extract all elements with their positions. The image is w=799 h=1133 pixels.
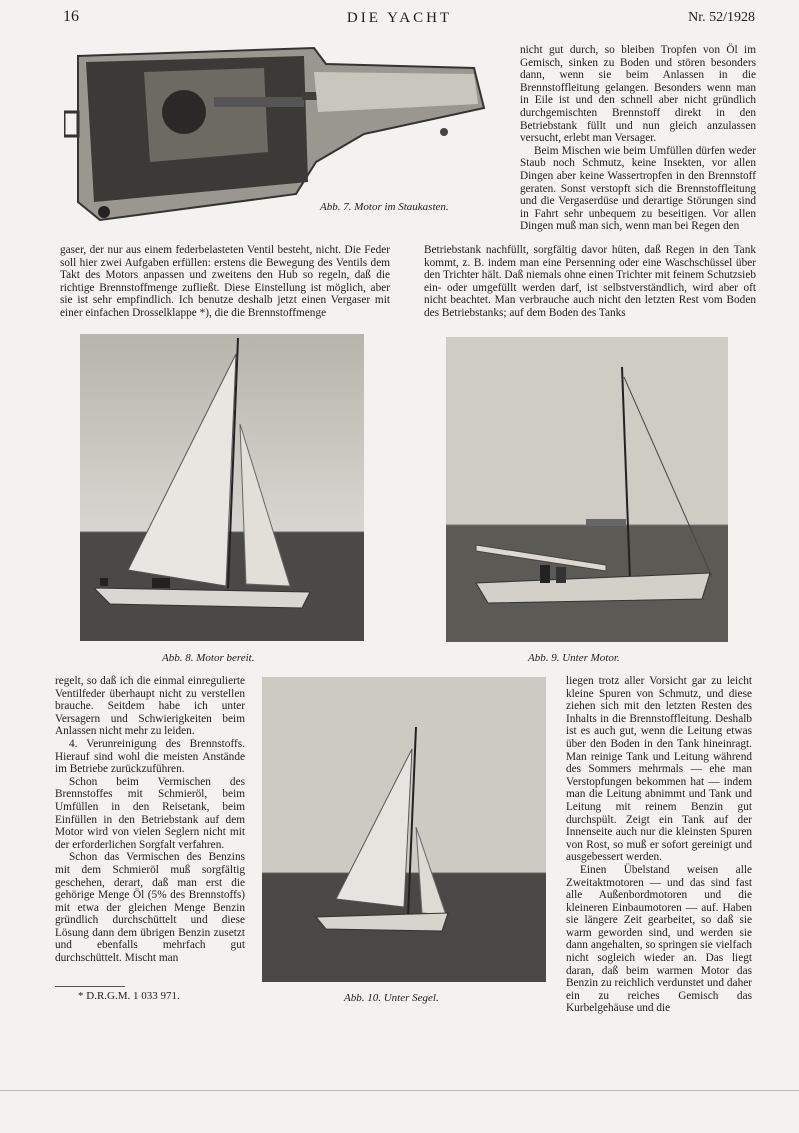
- footnote: * D.R.G.M. 1 033 971.: [78, 990, 180, 1002]
- paragraph: liegen trotz aller Vorsicht gar zu leicht kleine Spuren von Schmutz, und diese ziehen sich mit den letzten Resten des Inhalts in die Brennstoffleitung. Deshalb ist es auch gut, wenn die Leitung etwas über den Boden in den Tank hineinragt. Man reinige Tank und Leitung während des Sommers mehrmals — ehe man Verstopfungen bekommen hat — indem man die Leitung abnimmt und Tank und Leitung mit reinem Benzin gut durchspült. Zeigt ein Tank auf der Innenseite auch nur die kleinsten Spuren von Rost, so muß er sofort gereinigt und ausgebessert werden.: [566, 675, 752, 864]
- upper-right-continuation: [424, 244, 756, 320]
- figure-10-photo: [262, 677, 546, 982]
- journal-title: DIE YACHT: [346, 10, 453, 26]
- bottom-rule: [0, 1090, 799, 1091]
- issue-number: Nr. 52/1928: [688, 10, 755, 25]
- paragraph: Einen Übelstand weisen alle Zweitaktmotoren — und das sind fast alle Außenbordmotoren und die kleineren Einbaumotoren — auf. Haben sie längere Zeit gearbeitet, so daß sie warm geworden sind, und werden sie dann angehalten, so springen sie vielfach nicht sogleich wieder an. Das liegt daran, daß beim warmen Motor das Benzin zu reichlich verdunstet und daher ein zu reiches Gemisch das Kurbelgehäuse und die: [566, 863, 752, 1015]
- paragraph: Beim Mischen wie beim Umfüllen dürfen weder Staub noch Schmutz, keine Insekten, vor allen Dingen aber keine Wassertropfen in den Brennstoff geraten. Sonst verstopft sich die Brennstoffleitung und die Vergaserdüse und derartige Störungen sind in Fahrt sehr unbequem zu beseitigen. Vor allen Dingen muß man sich, wenn man bei Regen den: [520, 144, 756, 233]
- lower-right-column: [566, 675, 752, 1015]
- figure-9-caption: Abb. 9. Unter Motor.: [528, 652, 620, 664]
- paragraph: Schon das Vermischen des Benzins mit dem Schmieröl muß sorgfältig geschehen, derart, daß man erst die gehörige Menge Öl (5% des Brennstoffs) mit etwa der gleichen Menge Benzin gründlich durchschüttelt und diese Lösung dann dem übrigen Benzin zusetzt und ebenfalls mehrfach gut durchschüttelt. Mischt man: [55, 851, 245, 965]
- figure-8-photo: [80, 334, 364, 641]
- upper-left-column: [60, 244, 390, 320]
- figure-7-photo: [64, 42, 488, 224]
- paragraph: regelt, so daß ich die einmal einregulierte Ventilfeder überhaupt nicht zu verstellen brauche. Seitdem habe ich unter Versagern und Schwierigkeiten beim Anlassen nicht mehr zu leiden.: [55, 675, 245, 738]
- paragraph: gaser, der nur aus einem federbelasteten Ventil besteht, nicht. Die Feder soll hier zwei Aufgaben erfüllen: erstens die Bewegung des Ventils dem Takt des Motors anpassen und zweitens den Hub so regeln, daß die richtige Brennstoffmenge zufließt. Diese Einstellung ist möglich, aber sie ist sehr empfindlich. Ich benutze deshalb jetzt einen Vergaser mit einer einfachen Drosselklappe *), die die Brennstoffmenge: [60, 244, 390, 319]
- figure-10-caption: Abb. 10. Unter Segel.: [344, 992, 439, 1004]
- paragraph: nicht gut durch, so bleiben Tropfen von Öl im Gemisch, sinken zu Boden und stören besonders dann, wenn sie beim Anlassen in die Brennstoffleitung gelangen. Besonders wenn man in Eile ist und den schnell aber nicht gründlich durchgemischten Brennstoff direkt in den Betriebstank füllt und nun gleich anzulassen versucht, erlebt man Versager.: [520, 44, 756, 145]
- upper-right-column: [520, 44, 756, 233]
- figure-7-caption: Abb. 7. Motor im Staukasten.: [320, 201, 449, 213]
- figure-9-photo: [446, 337, 728, 642]
- figure-8-caption: Abb. 8. Motor bereit.: [162, 652, 255, 664]
- lower-left-column: [55, 675, 245, 965]
- paragraph: Schon beim Vermischen des Brennstoffes mit Schmieröl, beim Umfüllen in den Reisetank, beim Einfüllen in den Betriebstank auf dem Motor wird von vielen Seglern nicht mit der erforderlichen Sorgfalt verfahren.: [55, 775, 245, 851]
- paragraph: 4. Verunreinigung des Brennstoffs. Hierauf sind wohl die meisten Anstände im Betriebe zurückzuführen.: [55, 737, 245, 776]
- footnote-rule: [55, 986, 125, 987]
- page-number: 16: [63, 8, 79, 25]
- paragraph: Betriebstank nachfüllt, sorgfältig davor hüten, daß Regen in den Tank kommt, z. B. indem man eine Persenning oder eine Waschschüssel über den Trichter hält. Daß niemals ohne einen Trichter mit feinem Schutzsieb ein- oder umgefüllt werden darf, ist selbstverständlich, wird aber oft nicht beachtet. Man verbrauche auch nicht den letzten Rest vom Boden des Betriebstanks; auf dem Boden des Tanks: [424, 244, 756, 319]
